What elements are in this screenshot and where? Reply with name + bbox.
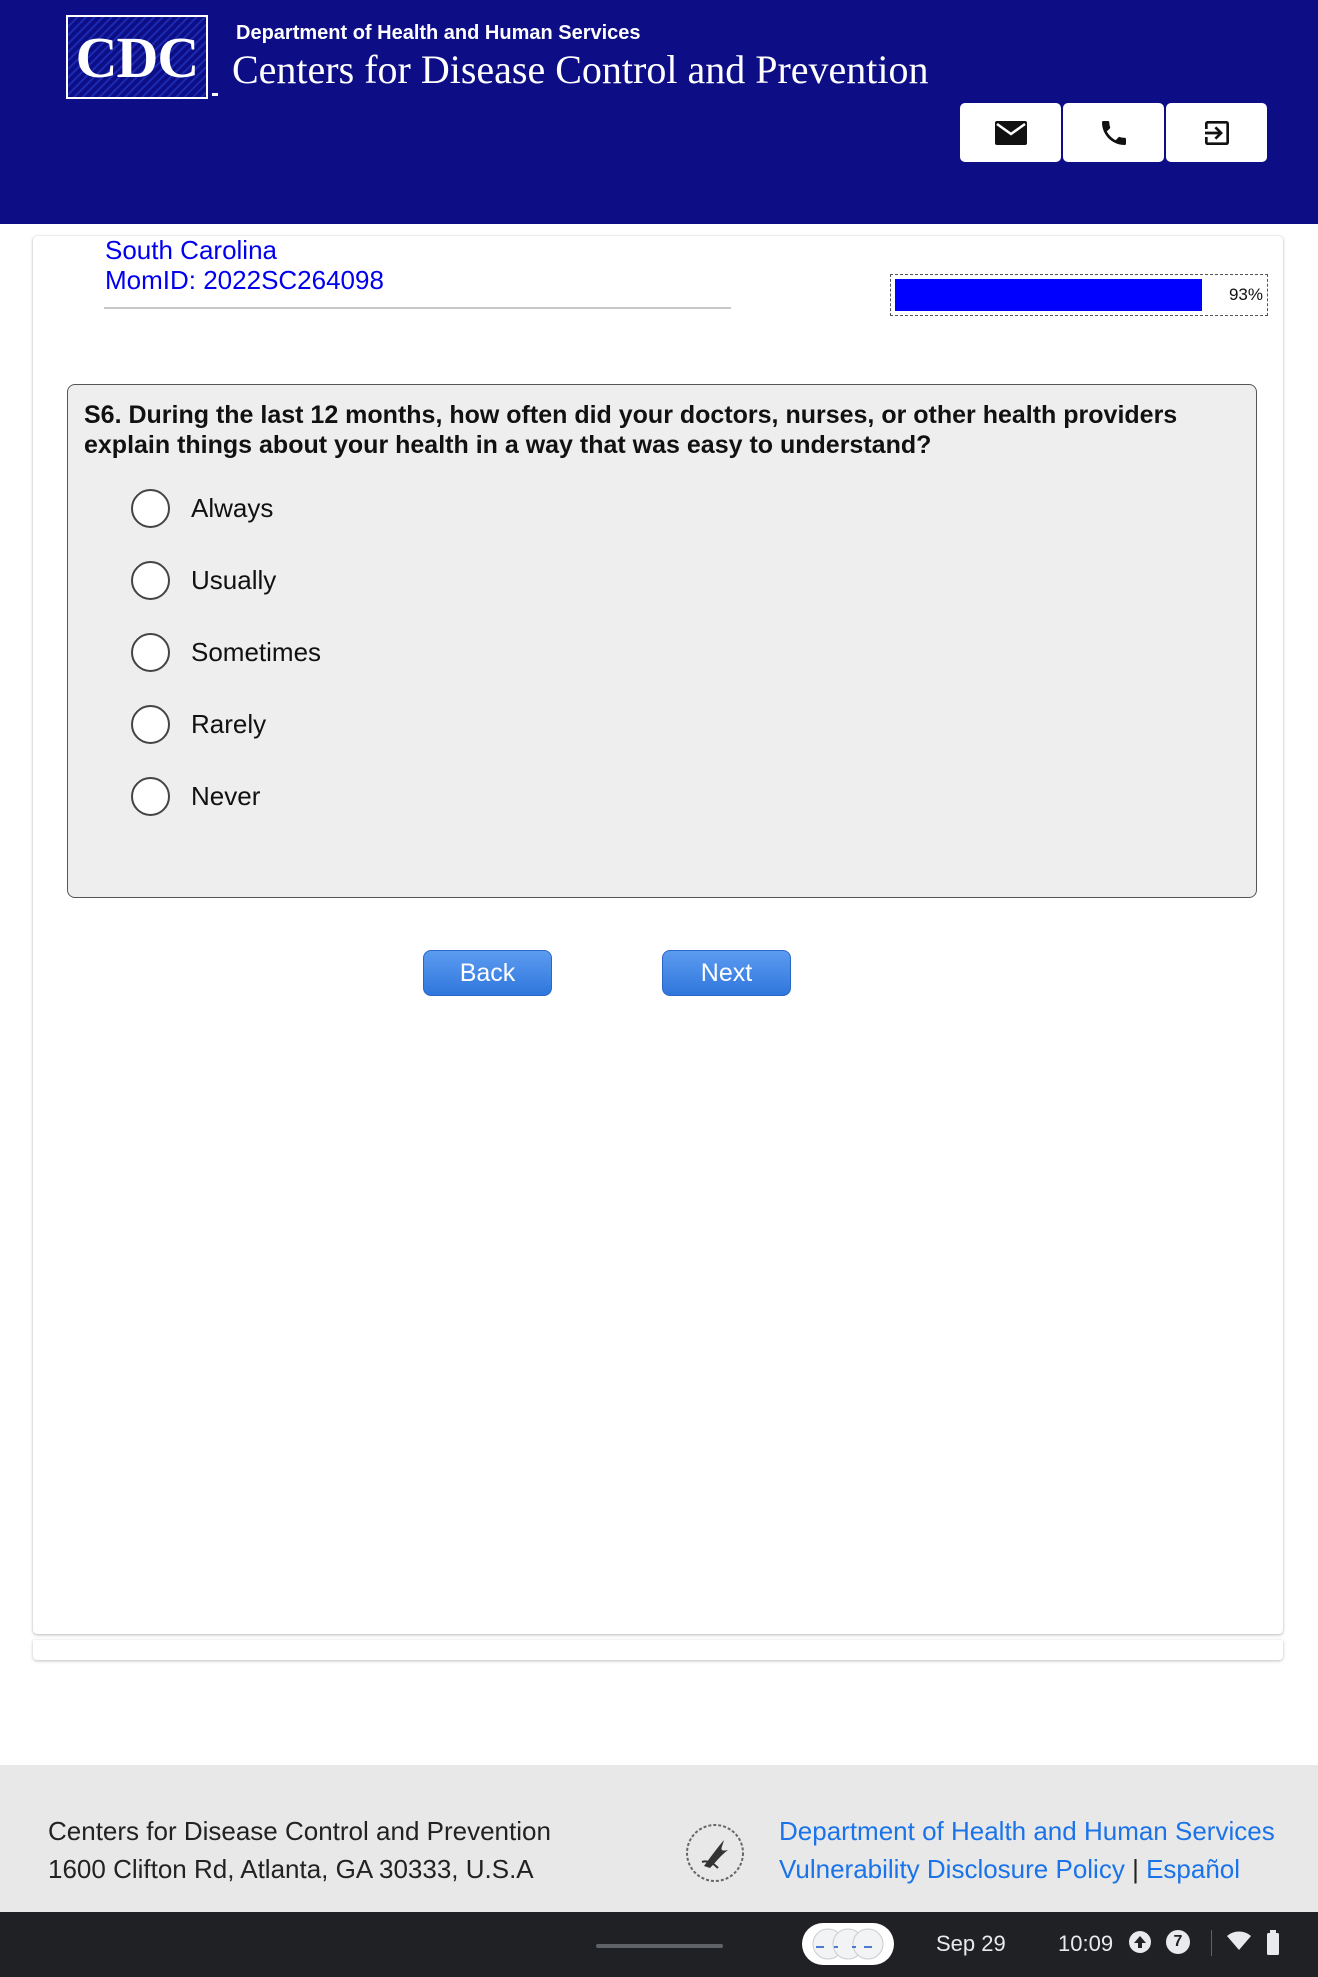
gesture-handle[interactable] (596, 1944, 723, 1948)
radio-button[interactable] (131, 705, 170, 744)
system-time: 10:09 (1058, 1931, 1114, 1956)
logo-trademark-mark (212, 93, 218, 96)
option-label: Rarely (191, 708, 267, 739)
espanol-link[interactable]: Español (1146, 1854, 1241, 1884)
option-label: Always (191, 492, 274, 523)
next-button[interactable]: Next (662, 950, 791, 996)
battery-icon[interactable] (1266, 1930, 1280, 1956)
upload-icon (1128, 1930, 1152, 1954)
email-button[interactable] (960, 103, 1061, 162)
site-header (0, 0, 1318, 224)
option-usually[interactable] (131, 558, 276, 602)
system-date: Sep 29 (936, 1931, 1006, 1956)
exit-icon (1201, 117, 1233, 149)
option-sometimes[interactable] (131, 630, 321, 674)
radio-button[interactable] (131, 489, 170, 528)
exit-button[interactable] (1166, 103, 1267, 162)
divider (104, 307, 731, 309)
phone-icon (1098, 117, 1130, 149)
mail-icon (994, 120, 1028, 146)
radio-button[interactable] (131, 777, 170, 816)
radio-button[interactable] (131, 633, 170, 672)
footer-links (779, 1854, 1240, 1885)
option-label: Never (191, 780, 261, 811)
radio-button[interactable] (131, 561, 170, 600)
option-always[interactable] (131, 486, 273, 530)
respondent-state: South Carolina (105, 235, 277, 265)
tray-divider (1211, 1930, 1212, 1956)
site-title: Centers for Disease Control and Prevention (232, 47, 929, 92)
option-rarely[interactable] (131, 702, 266, 746)
hhs-link[interactable]: Department of Health and Human Services (779, 1816, 1275, 1846)
notification-count-badge[interactable]: 7 (1166, 1930, 1190, 1954)
tray-app-pill[interactable] (802, 1923, 894, 1965)
link-separator: | (1132, 1854, 1139, 1884)
cdc-logo (66, 15, 208, 99)
phone-button[interactable] (1063, 103, 1164, 162)
wifi-icon[interactable] (1226, 1930, 1252, 1954)
question-text: S6. During the last 12 months, how often did your doctors, nurses, or other health providers explain things about your health in a way that was easy to understand? (84, 401, 1178, 459)
cdc-logo-text: CDC (75, 24, 199, 90)
progress-fill (895, 279, 1202, 311)
progress-bar (890, 274, 1268, 316)
vulnerability-disclosure-link[interactable]: Vulnerability Disclosure Policy (779, 1854, 1125, 1884)
mom-id: MomID: 2022SC264098 (105, 265, 384, 295)
progress-label: 93% (1228, 285, 1263, 304)
department-name: Department of Health and Human Services (236, 22, 641, 44)
app-icons (802, 1923, 894, 1965)
hhs-seal-icon (684, 1822, 746, 1884)
footer-org-name: Centers for Disease Control and Prevention (48, 1816, 551, 1846)
footer-address: 1600 Clifton Rd, Atlanta, GA 30333, U.S.A (48, 1854, 534, 1884)
option-never[interactable] (131, 774, 260, 818)
option-label: Sometimes (191, 636, 322, 667)
option-label: Usually (191, 564, 277, 595)
card-bottom-edge (33, 1640, 1283, 1660)
back-button[interactable]: Back (423, 950, 552, 996)
